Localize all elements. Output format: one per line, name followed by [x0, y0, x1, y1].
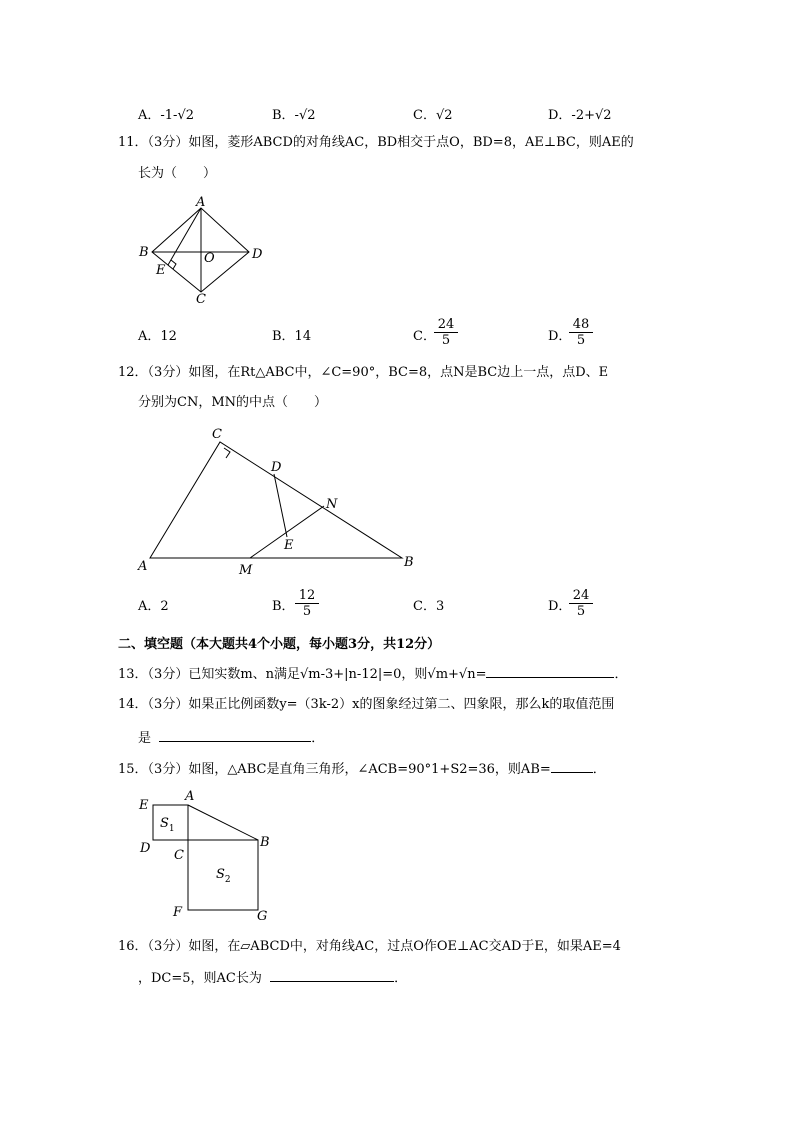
label-g: G	[257, 909, 268, 924]
q14-text: 是	[138, 731, 152, 746]
q16-stem-line1: 16．（3分）如图，在▱ABCD中，对角线AC，过点O作OE⊥AC交AD于E，如果AE=4	[118, 939, 621, 954]
q14-period: ．	[311, 731, 325, 746]
q12-triangle-figure	[130, 420, 430, 580]
q15-stem	[118, 758, 606, 780]
q12-stem-line1: 12．（3分）如图，在Rt△ABC中，∠C=90°，BC=8，点N是BC边上一点，点D、E	[118, 365, 609, 380]
q13-period: ．	[614, 667, 628, 682]
q12-option-b-prefix: B．	[272, 599, 295, 614]
q12-option-a: A．2	[138, 599, 169, 614]
q12-option-d-prefix: D．	[548, 599, 572, 614]
label-f: F	[173, 905, 183, 920]
q11-option-b: B．14	[272, 329, 312, 344]
fraction-numerator: 12	[295, 588, 319, 604]
section-title-fill-in: 二、填空题（本大题共4个小题，每小题3分，共12分）	[118, 637, 441, 652]
fraction-denominator: 5	[441, 333, 451, 348]
q10-option-a: A．-1-√2	[138, 108, 194, 123]
q11-option-c-prefix: C．	[413, 329, 436, 344]
label-c: C	[212, 427, 222, 442]
q15-text-a: 15．（3分）如图，△ABC是直角三角形，∠ACB=90°	[118, 762, 432, 777]
q15-squares-figure	[130, 785, 280, 925]
label-a: A	[138, 559, 148, 574]
label-o: O	[204, 251, 215, 266]
q11-rhombus-figure	[130, 195, 270, 310]
q10-option-d: D．-2+√2	[548, 108, 612, 123]
q16-stem-line2	[138, 967, 407, 989]
q13-answer-blank[interactable]	[486, 663, 614, 678]
q13-text: 13．（3分）已知实数m、n满足√m-3+|n-12|=0，则√m+√n=	[118, 667, 487, 682]
q14-stem-line1: 14．（3分）如果正比例函数y=（3k-2）x的图象经过第二、四象限，那么k的取值范围	[118, 697, 615, 712]
label-s2: $S_2$	[216, 867, 231, 885]
fraction-denominator: 5	[576, 604, 586, 619]
label-a: A	[196, 195, 206, 210]
q10-option-c: C．√2	[413, 108, 453, 123]
q11-option-a: A．12	[138, 329, 177, 344]
label-b: B	[260, 835, 270, 850]
q14-answer-blank[interactable]	[159, 727, 311, 742]
q11-option-c-fraction	[434, 317, 458, 348]
label-s1: $S_1$	[160, 816, 175, 834]
label-e: E	[156, 263, 166, 278]
q11-stem-line2: 长为（ ）	[138, 166, 217, 181]
fraction-numerator: 24	[434, 317, 458, 333]
label-n: N	[326, 497, 338, 512]
label-d: D	[140, 841, 151, 856]
q16-answer-blank[interactable]	[270, 967, 394, 982]
label-m: M	[239, 563, 253, 578]
q15-text-b: 1+S2=36，则AB=	[431, 762, 551, 777]
q14-stem-line2	[138, 727, 324, 749]
q11-option-d-fraction	[569, 317, 593, 348]
q11-option-d-prefix: D．	[548, 329, 572, 344]
q16-text: ，DC=5，则AC长为	[138, 971, 262, 986]
label-d: D	[252, 247, 263, 262]
fraction-denominator: 5	[302, 604, 312, 619]
fraction-denominator: 5	[576, 333, 586, 348]
q13-stem	[118, 663, 627, 685]
q15-answer-blank[interactable]	[551, 758, 593, 773]
q10-option-b: B．-√2	[272, 108, 316, 123]
q12-option-d-fraction	[569, 588, 593, 619]
label-e: E	[139, 798, 149, 813]
square-s1	[153, 805, 188, 840]
segment-ae	[168, 208, 201, 265]
fraction-numerator: 48	[569, 317, 593, 333]
q15-period: ．	[592, 762, 606, 777]
q16-period: ．	[394, 971, 408, 986]
q11-stem-line1: 11．（3分）如图，菱形ABCD的对角线AC，BD相交于点O，BD=8，AE⊥BC，则AE的	[118, 135, 634, 150]
label-b: B	[404, 555, 414, 570]
label-c: C	[196, 292, 206, 307]
right-angle-mark	[224, 448, 230, 458]
q12-stem-line2: 分别为CN，MN的中点（ ）	[138, 395, 328, 410]
q12-option-c: C．3	[413, 599, 445, 614]
label-c: C	[174, 848, 184, 863]
fraction-numerator: 24	[569, 588, 593, 604]
label-e: E	[284, 538, 294, 553]
label-a: A	[185, 789, 195, 804]
label-b: B	[139, 245, 149, 260]
hypotenuse-ab	[188, 805, 258, 840]
label-d: D	[271, 460, 282, 475]
q12-option-b-fraction	[295, 588, 319, 619]
